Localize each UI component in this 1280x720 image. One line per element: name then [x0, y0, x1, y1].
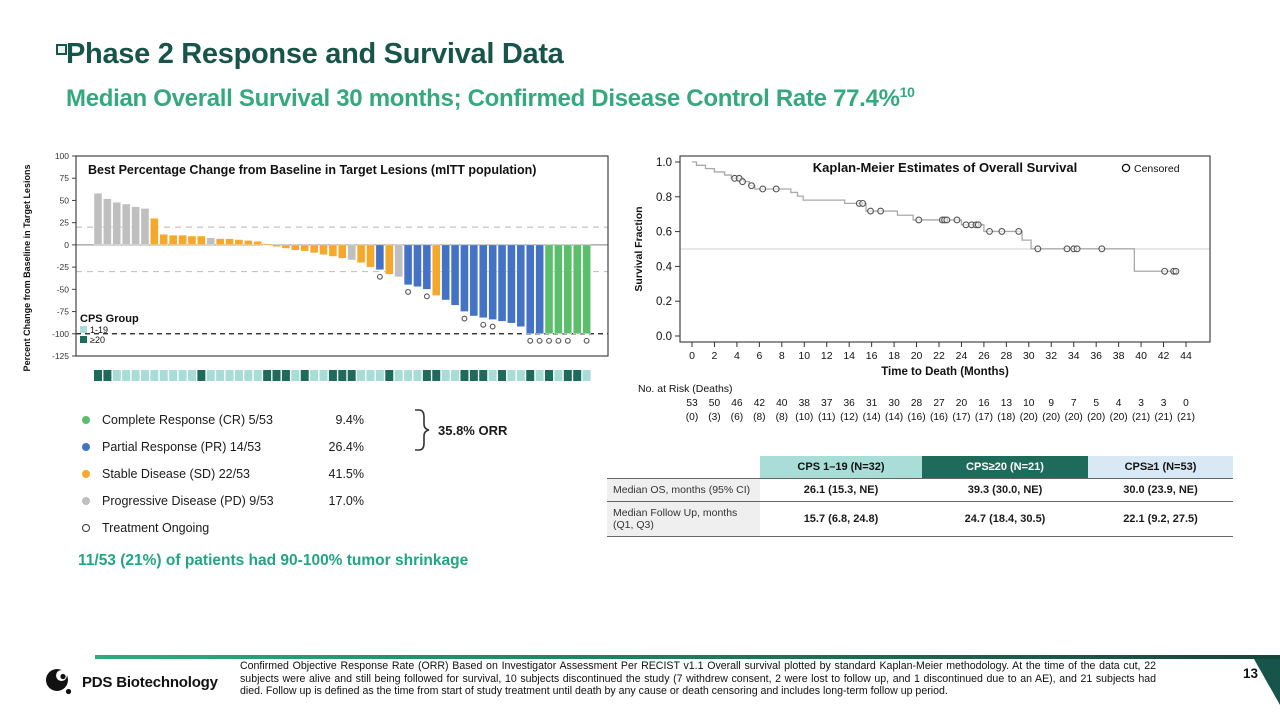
censored-marker: [999, 229, 1005, 235]
waterfall-bar: [413, 245, 421, 287]
waterfall-bar: [282, 245, 290, 249]
cps-strip-square: [545, 370, 553, 381]
censored-marker: [1074, 246, 1080, 252]
svg-text:8: 8: [778, 350, 785, 362]
cps-strip-square: [536, 370, 544, 381]
cps-strip-square: [94, 370, 102, 381]
response-percent: 9.4%: [335, 412, 364, 427]
treatment-ongoing-marker: [547, 338, 552, 343]
svg-text:42: 42: [1157, 350, 1170, 362]
waterfall-bar: [395, 245, 403, 277]
response-label: Complete Response (CR) 5/53: [102, 412, 273, 427]
treatment-ongoing-marker: [406, 289, 411, 294]
os-table-row-label: Median Follow Up, months (Q1, Q3): [607, 502, 760, 536]
svg-text:22: 22: [933, 350, 945, 362]
footnote: Confirmed Objective Response Rate (ORR) Based on Investigator Assessment Per RECIST v1.1 Overall survival plotted by standard Kaplan-Meier methodology. At the time of the data cut, 22 subjects were alive and still being followed for survival, 10 subjects discontinued the study (7 withdrew consent, 2 were lost to follow up, and 1 discontinued due to an AE), and 21 subjects had died. Follow up is defined as the time from start of study treatment until death by any cause or death censoring and includes long-term follow up period.: [240, 660, 1156, 698]
cps-strip-square: [554, 370, 562, 381]
waterfall-bar: [122, 204, 130, 245]
waterfall-bar: [179, 235, 187, 245]
at-risk-label: No. at Risk (Deaths): [638, 383, 733, 395]
waterfall-bar: [489, 245, 497, 320]
os-table-value: 24.7 (18.4, 30.5): [964, 513, 1046, 525]
cps-strip-square: [517, 370, 525, 381]
svg-text:0: 0: [689, 350, 695, 362]
cps-strip-square: [376, 370, 384, 381]
orr-label: 35.8% ORR: [438, 422, 508, 438]
cps-strip-square: [526, 370, 534, 381]
subtitle-superscript: 10: [899, 84, 915, 100]
subtitle-text: Median Overall Survival 30 months; Confirmed Disease Control Rate 77.4%: [66, 85, 900, 112]
svg-text:0.4: 0.4: [656, 261, 672, 274]
logo-text: PDS Biotechnology: [82, 673, 218, 691]
svg-text:-25: -25: [56, 262, 69, 273]
orr-bracket: [412, 408, 432, 452]
waterfall-bar: [132, 207, 140, 245]
censored-marker: [1099, 246, 1105, 252]
waterfall-bar: [207, 238, 215, 245]
censored-marker: [975, 222, 981, 228]
os-table-row: [607, 478, 1233, 501]
svg-text:16: 16: [865, 350, 878, 362]
cps-strip-square: [366, 370, 374, 381]
os-table-column-header: CPS≥20 (N=21): [922, 456, 1088, 478]
cps-strip-square: [179, 370, 187, 381]
at-risk-deaths: (0): [685, 412, 699, 423]
at-risk-n: 27: [933, 398, 945, 409]
treatment-ongoing-marker: [556, 338, 561, 343]
waterfall-ylabel: Percent Change from Baseline in Target Lesions: [22, 164, 32, 372]
os-table-column-header: CPS 1–19 (N=32): [760, 456, 922, 478]
page-subtitle: [66, 84, 915, 113]
waterfall-bar: [216, 239, 224, 245]
treatment-ongoing-marker: [537, 338, 542, 343]
waterfall-bar: [376, 245, 384, 270]
svg-text:14: 14: [843, 350, 856, 362]
waterfall-bar: [442, 245, 450, 300]
waterfall-bar: [526, 245, 534, 334]
at-risk-deaths: (8): [775, 412, 789, 423]
cps-strip-square: [564, 370, 572, 381]
waterfall-bar: [197, 236, 205, 245]
at-risk-n: 40: [776, 398, 788, 409]
at-risk-n: 10: [1023, 398, 1035, 409]
at-risk-n: 28: [910, 398, 923, 409]
waterfall-bar: [254, 241, 262, 245]
svg-text:-100: -100: [51, 328, 69, 339]
page-number: 13: [1242, 666, 1258, 681]
cps-strip-square: [169, 370, 177, 381]
at-risk-deaths: (14): [862, 412, 881, 423]
at-risk-deaths: (21): [1154, 412, 1173, 423]
treatment-ongoing-marker: [377, 274, 382, 279]
page-title: Phase 2 Response and Survival Data: [66, 38, 564, 70]
colored-bullet-icon: [82, 497, 90, 505]
footer-divider: [95, 655, 1280, 659]
waterfall-bar: [320, 245, 328, 255]
cps-strip-square: [404, 370, 412, 381]
at-risk-n: 3: [1138, 398, 1144, 409]
waterfall-bar: [479, 245, 487, 318]
company-logo: [44, 666, 218, 698]
treatment-ongoing-marker: [481, 322, 486, 327]
cps-strip-square: [310, 370, 318, 381]
at-risk-n: 31: [865, 398, 878, 409]
waterfall-bar: [273, 245, 281, 247]
censored-marker: [878, 208, 884, 214]
svg-text:0.6: 0.6: [656, 226, 672, 239]
svg-text:28: 28: [1000, 350, 1013, 362]
censored-marker: [760, 186, 766, 192]
at-risk-n: 46: [731, 398, 743, 409]
svg-text:4: 4: [733, 350, 740, 362]
at-risk-n: 20: [955, 398, 968, 409]
os-table-row: [607, 501, 1233, 537]
svg-text:24: 24: [955, 350, 968, 362]
waterfall-title: Best Percentage Change from Baseline in Target Lesions (mITT population): [88, 163, 537, 177]
os-table-column-header: CPS≥1 (N=53): [1088, 456, 1233, 478]
svg-text:34: 34: [1067, 350, 1080, 362]
cps-strip-square: [197, 370, 205, 381]
treatment-ongoing-marker: [565, 338, 570, 343]
cps-strip-square: [385, 370, 393, 381]
at-risk-deaths: (14): [885, 412, 904, 423]
waterfall-bar: [507, 245, 515, 323]
response-summary-item: [82, 514, 442, 541]
svg-text:-125: -125: [51, 351, 69, 361]
orr-group: [412, 408, 507, 452]
treatment-ongoing-marker: [490, 324, 495, 329]
cps-strip-square: [470, 370, 478, 381]
at-risk-n: 4: [1115, 398, 1122, 409]
kaplan-meier-chart: [630, 146, 1244, 438]
svg-text:-50: -50: [56, 284, 69, 295]
cps-strip-square: [141, 370, 149, 381]
censored-marker: [749, 183, 755, 189]
censored-marker: [1162, 268, 1168, 274]
colored-bullet-icon: [82, 443, 90, 451]
cps-strip-square: [489, 370, 497, 381]
open-circle-bullet-icon: [82, 524, 90, 532]
km-svg: [630, 146, 1244, 438]
waterfall-bar: [357, 245, 365, 263]
waterfall-bar: [94, 193, 102, 245]
at-risk-n: 30: [888, 398, 900, 409]
response-percent: 26.4%: [328, 439, 364, 454]
at-risk-n: 36: [843, 398, 855, 409]
at-risk-deaths: (3): [708, 412, 721, 423]
cps-strip-square: [357, 370, 365, 381]
km-survival-curve: [692, 162, 1178, 271]
waterfall-bar: [470, 245, 478, 316]
at-risk-deaths: (20): [1042, 412, 1061, 423]
at-risk-n: 16: [978, 398, 990, 409]
waterfall-bar: [583, 245, 591, 334]
waterfall-bar: [235, 240, 243, 245]
cps-strip-square: [479, 370, 487, 381]
waterfall-bar: [432, 245, 440, 296]
waterfall-bar: [141, 208, 149, 244]
waterfall-bar: [554, 245, 562, 334]
response-summary-item: [82, 487, 442, 514]
response-label: Partial Response (PR) 14/53: [102, 439, 262, 454]
waterfall-bar: [226, 239, 234, 245]
cps-strip-square: [301, 370, 309, 381]
svg-text:44: 44: [1180, 350, 1192, 362]
os-table-header-row: [607, 456, 1233, 478]
cps-strip-square: [432, 370, 440, 381]
censored-marker: [944, 217, 950, 223]
censored-marker: [740, 179, 746, 185]
censored-marker: [1173, 268, 1179, 274]
at-risk-deaths: (8): [753, 412, 766, 423]
svg-text:12: 12: [820, 350, 833, 362]
at-risk-deaths: (20): [1064, 412, 1083, 423]
at-risk-n: 50: [708, 398, 721, 409]
treatment-ongoing-marker: [528, 338, 533, 343]
censored-marker: [1064, 246, 1070, 252]
colored-bullet-icon: [82, 416, 90, 424]
cps-strip-square: [423, 370, 431, 381]
cps-strip-square: [122, 370, 130, 381]
os-table-value: 39.3 (30.0, NE): [967, 484, 1043, 496]
waterfall-bar: [423, 245, 431, 289]
at-risk-deaths: (21): [1132, 412, 1151, 423]
cps-strip-square: [216, 370, 224, 381]
at-risk-n: 38: [798, 398, 810, 409]
svg-text:10: 10: [798, 350, 811, 362]
cps-strip-square: [273, 370, 281, 381]
response-summary-item: [82, 433, 442, 460]
cps-strip-square: [320, 370, 328, 381]
cps-strip-square: [291, 370, 299, 381]
svg-text:0.8: 0.8: [656, 191, 672, 204]
censored-marker: [963, 222, 969, 228]
svg-text:20: 20: [910, 350, 923, 362]
svg-text:6: 6: [756, 350, 763, 362]
waterfall-bar: [329, 245, 337, 257]
at-risk-n: 5: [1093, 398, 1100, 409]
cps-strip-square: [413, 370, 421, 381]
os-table-row-label: Median OS, months (95% CI): [607, 479, 760, 501]
at-risk-deaths: (12): [840, 412, 859, 423]
censored-marker: [773, 186, 779, 192]
waterfall-bar: [244, 240, 252, 244]
cps-strip-square: [498, 370, 506, 381]
cps-strip-square: [329, 370, 337, 381]
svg-text:25: 25: [59, 217, 69, 228]
censored-marker: [1035, 246, 1041, 252]
response-label: Progressive Disease (PD) 9/53: [102, 493, 274, 508]
at-risk-n: 9: [1048, 398, 1055, 409]
waterfall-bar: [188, 236, 196, 245]
svg-text:50: 50: [59, 195, 69, 206]
cps-strip-square: [254, 370, 262, 381]
svg-text:18: 18: [888, 350, 900, 362]
response-percent: 17.0%: [328, 493, 364, 508]
svg-text:26: 26: [978, 350, 990, 362]
at-risk-n: 37: [821, 398, 833, 409]
cps-strip-square: [263, 370, 271, 381]
svg-text:75: 75: [59, 173, 69, 184]
cps-strip-square: [338, 370, 346, 381]
at-risk-deaths: (17): [952, 412, 971, 423]
svg-text:32: 32: [1045, 350, 1058, 362]
waterfall-bar: [338, 245, 346, 258]
at-risk-n: 53: [686, 398, 698, 409]
waterfall-bar: [564, 245, 572, 334]
waterfall-bar: [150, 218, 158, 245]
svg-text:1.0: 1.0: [656, 157, 672, 169]
treatment-ongoing-marker: [462, 316, 467, 321]
cps-strip-square: [282, 370, 290, 381]
waterfall-bar: [573, 245, 581, 334]
at-risk-n: 7: [1070, 398, 1077, 409]
cps-strip-square: [460, 370, 468, 381]
cps-strip-square: [507, 370, 515, 381]
censored-marker: [860, 201, 866, 207]
os-table-body: [607, 478, 1233, 537]
at-risk-deaths: (18): [997, 412, 1016, 423]
at-risk-deaths: (21): [1176, 412, 1196, 423]
at-risk-n: 13: [1000, 398, 1013, 409]
at-risk-deaths: (20): [1109, 412, 1128, 423]
cps-strip-square: [235, 370, 243, 381]
cps-strip-square: [132, 370, 140, 381]
waterfall-chart: [16, 148, 620, 390]
treatment-ongoing-marker: [424, 294, 429, 299]
svg-text:0.0: 0.0: [656, 331, 672, 343]
os-table: [607, 456, 1233, 537]
cps-strip-square: [395, 370, 403, 381]
waterfall-bar: [169, 235, 177, 245]
censored-marker: [987, 229, 993, 235]
waterfall-bar: [291, 245, 299, 250]
at-risk-deaths: (20): [1087, 412, 1106, 423]
waterfall-bar: [103, 199, 111, 245]
waterfall-bar: [517, 245, 525, 327]
svg-text:40: 40: [1135, 350, 1147, 362]
censored-marker: [916, 217, 922, 223]
cps-strip-square: [113, 370, 121, 381]
os-table-value: 22.1 (9.2, 27.5): [1123, 513, 1198, 525]
response-summary-list: [82, 406, 442, 541]
treatment-ongoing-marker: [584, 338, 589, 343]
cps-legend-title: CPS Group: [80, 313, 139, 325]
response-label: Treatment Ongoing: [102, 520, 210, 535]
svg-text:0.2: 0.2: [656, 296, 672, 309]
cps-strip-square: [226, 370, 234, 381]
censored-legend-icon: [1122, 164, 1129, 171]
waterfall-bar: [263, 244, 271, 245]
cps-strip-square: [451, 370, 459, 381]
waterfall-bar: [460, 245, 468, 312]
waterfall-bar: [160, 234, 168, 245]
svg-text:0: 0: [64, 239, 69, 250]
km-xlabel: Time to Death (Months): [881, 366, 1009, 378]
cps-strip-square: [160, 370, 168, 381]
at-risk-deaths: (16): [907, 412, 926, 423]
cps-strip-square: [244, 370, 252, 381]
waterfall-bar: [366, 245, 374, 267]
waterfall-bar: [545, 245, 553, 334]
cps-strip-square: [150, 370, 158, 381]
pds-logo-icon: [44, 666, 74, 698]
waterfall-bar: [301, 245, 309, 251]
svg-text:2: 2: [711, 350, 718, 362]
waterfall-bar: [385, 245, 393, 274]
svg-text:-75: -75: [56, 306, 69, 317]
cps-strip-square: [188, 370, 196, 381]
at-risk-deaths: (6): [730, 412, 744, 423]
waterfall-bar: [404, 245, 412, 285]
waterfall-bar: [113, 202, 121, 245]
shrinkage-note: 11/53 (21%) of patients had 90-100% tumor shrinkage: [78, 552, 469, 569]
cps-strip-square: [442, 370, 450, 381]
cps-legend-item: 1-19: [90, 325, 109, 335]
km-ylabel: Survival Fraction: [633, 206, 645, 292]
cps-strip-square: [348, 370, 356, 381]
censored-marker: [1016, 229, 1022, 235]
at-risk-n: 0: [1183, 398, 1189, 409]
os-table-value: 15.7 (6.8, 24.8): [803, 513, 879, 525]
at-risk-deaths: (10): [795, 412, 814, 423]
os-table-value: 26.1 (15.3, NE): [803, 484, 879, 496]
response-summary-item: [82, 460, 442, 487]
at-risk-deaths: (11): [818, 412, 836, 423]
censored-legend-label: Censored: [1134, 163, 1180, 175]
waterfall-svg: [16, 148, 620, 390]
svg-text:36: 36: [1090, 350, 1103, 362]
waterfall-bar: [348, 245, 356, 260]
waterfall-bar: [310, 245, 318, 253]
svg-text:30: 30: [1022, 350, 1035, 362]
waterfall-bar: [451, 245, 459, 305]
censored-marker: [868, 208, 874, 214]
os-table-value: 30.0 (23.9, NE): [1123, 484, 1198, 496]
svg-text:100: 100: [54, 151, 69, 161]
waterfall-bar: [536, 245, 544, 334]
response-percent: 41.5%: [328, 466, 364, 481]
km-title: Kaplan-Meier Estimates of Overall Survival: [812, 160, 1078, 175]
censored-marker: [954, 217, 960, 223]
cps-strip-square: [103, 370, 111, 381]
response-label: Stable Disease (SD) 22/53: [102, 466, 250, 481]
cps-legend-item: ≥20: [90, 335, 105, 345]
cps-strip-square: [207, 370, 215, 381]
cps-strip-square: [583, 370, 591, 381]
at-risk-n: 42: [753, 398, 766, 409]
at-risk-deaths: (20): [1019, 412, 1038, 423]
colored-bullet-icon: [82, 470, 90, 478]
os-table-corner-cell: [607, 456, 760, 478]
at-risk-deaths: (16): [929, 412, 949, 423]
at-risk-n: 3: [1160, 398, 1167, 409]
response-summary-item: [82, 406, 442, 433]
waterfall-bar: [498, 245, 506, 321]
cps-strip-square: [573, 370, 581, 381]
at-risk-deaths: (17): [974, 412, 993, 423]
svg-text:38: 38: [1112, 350, 1125, 362]
